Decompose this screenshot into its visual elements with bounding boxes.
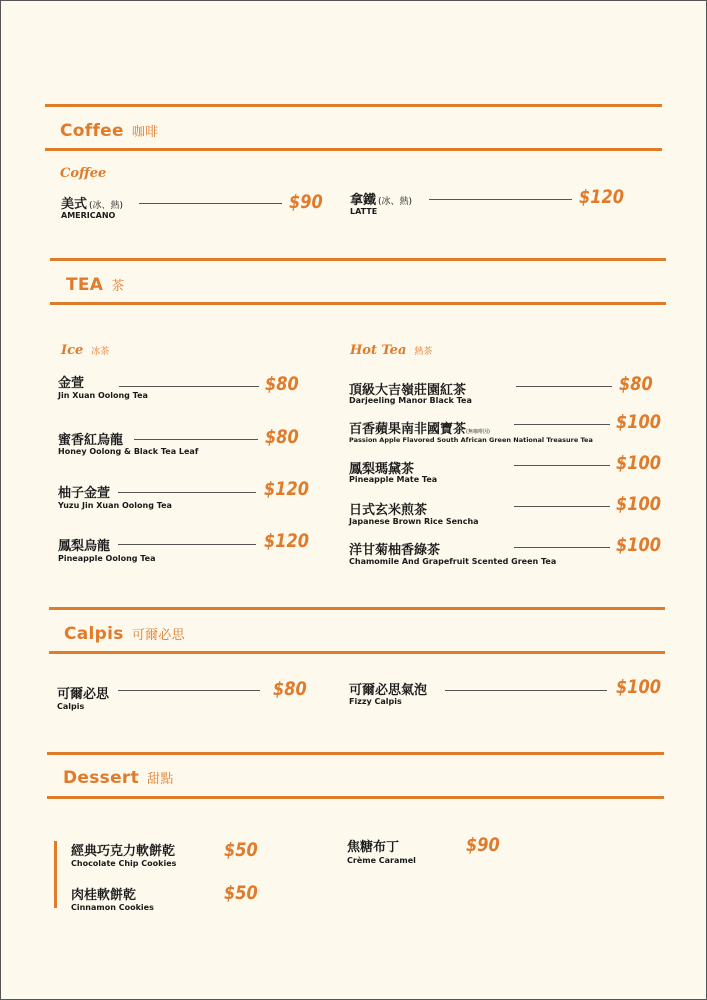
item-name-zh: 拿鐵 (冰、熱) [350, 193, 413, 208]
item-price: $80 [265, 373, 299, 395]
item-name-en: Crème Caramel [347, 856, 416, 865]
tea-section-title [66, 275, 125, 295]
calpis-top-rule [49, 607, 665, 610]
item-name-zh: 百香蘋果南非國寶茶(無咖啡因) [349, 422, 490, 437]
ice-sub-title-zh: 冰茶 [91, 347, 110, 357]
item-price: $100 [616, 534, 661, 556]
item-note: (冰、熱) [378, 197, 413, 207]
dessert-section-title [63, 768, 174, 788]
dessert-title-en: Dessert [63, 768, 140, 788]
item-price: $90 [289, 191, 323, 213]
item-name-zh: 肉桂軟餅乾 [71, 888, 137, 903]
price-leader [119, 386, 259, 387]
item-name-zh: 可爾必思 [57, 687, 110, 702]
hot-tea-sub-title-zh: 熱茶 [414, 347, 433, 357]
item-name-en: LATTE [350, 207, 378, 216]
price-leader [514, 424, 610, 425]
dessert-title-zh: 甜點 [147, 772, 174, 787]
item-name-en: Jin Xuan Oolong Tea [58, 391, 148, 400]
item-name-zh: 美式 (冰、熱) [61, 197, 124, 212]
item-name-en: Japanese Brown Rice Sencha [349, 517, 479, 526]
item-name-en: Passion Apple Flavored South African Green National Treasure Tea [349, 436, 593, 444]
item-name-zh: 頂級大吉嶺莊園紅茶 [349, 383, 467, 398]
tea-title-zh: 茶 [111, 279, 125, 294]
item-price: $120 [579, 186, 624, 208]
price-leader [118, 544, 256, 545]
item-name-zh: 日式玄米煎茶 [349, 503, 428, 518]
price-leader [118, 690, 260, 691]
dessert-accent-bar [54, 841, 57, 908]
item-name-en: Pineapple Oolong Tea [58, 554, 156, 563]
item-name-zh: 金萱 [58, 376, 85, 391]
coffee-title-en: Coffee [60, 121, 124, 141]
item-note: (無咖啡因) [466, 429, 490, 435]
item-price: $100 [616, 676, 661, 698]
tea-bottom-rule [50, 302, 666, 305]
price-leader [514, 547, 610, 548]
item-name-zh: 鳳梨烏龍 [58, 539, 111, 554]
item-note: (冰、熱) [89, 201, 124, 211]
price-leader [134, 439, 258, 440]
item-price: $120 [264, 478, 309, 500]
coffee-section-title [60, 121, 158, 141]
price-leader [516, 386, 612, 387]
item-price: $90 [466, 834, 500, 856]
dessert-top-rule [47, 752, 664, 755]
item-price: $100 [616, 411, 661, 433]
item-price: $80 [273, 678, 307, 700]
coffee-top-rule [45, 104, 662, 107]
item-price: $50 [224, 839, 258, 861]
item-price: $80 [265, 426, 299, 448]
item-price: $100 [616, 452, 661, 474]
calpis-section-title [64, 624, 185, 644]
price-leader [514, 506, 610, 507]
item-name-en: Pineapple Mate Tea [349, 475, 438, 484]
item-name-en: Cinnamon Cookies [71, 903, 154, 912]
item-name-en: Honey Oolong & Black Tea Leaf [58, 447, 199, 456]
item-name-en: Chocolate Chip Cookies [71, 859, 177, 868]
item-name-zh: 柚子金萱 [58, 486, 111, 501]
coffee-bottom-rule [45, 148, 662, 151]
price-leader [514, 465, 610, 466]
item-name-zh: 蜜香紅烏龍 [58, 433, 124, 448]
item-name-zh: 鳳梨瑪黛茶 [349, 462, 415, 477]
item-name-zh: 焦糖布丁 [347, 840, 400, 855]
item-price: $80 [619, 373, 653, 395]
item-name-en: Yuzu Jin Xuan Oolong Tea [58, 501, 172, 510]
item-name-en: Calpis [57, 702, 85, 711]
calpis-bottom-rule [49, 651, 665, 654]
item-name-zh: 經典巧克力軟餅乾 [71, 844, 176, 859]
item-name-en: Chamomile And Grapefruit Scented Green Tea [349, 557, 557, 566]
item-price: $100 [616, 493, 661, 515]
calpis-title-en: Calpis [64, 624, 124, 644]
tea-top-rule [50, 258, 666, 261]
coffee-title-zh: 咖啡 [131, 125, 159, 140]
coffee-sub-title: Coffee [60, 166, 107, 181]
item-name-en: AMERICANO [61, 211, 116, 220]
item-price: $120 [264, 530, 309, 552]
item-name-zh: 可爾必思氣泡 [349, 683, 428, 698]
item-name-zh: 洋甘菊柚香綠茶 [349, 543, 441, 558]
price-leader [139, 203, 282, 204]
item-price: $50 [224, 882, 258, 904]
item-name-en: Darjeeling Manor Black Tea [349, 396, 472, 405]
dessert-bottom-rule [47, 796, 664, 799]
hot-tea-sub-title: Hot Tea 熱茶 [350, 343, 433, 358]
calpis-title-zh: 可爾必思 [131, 628, 185, 643]
price-leader [118, 492, 256, 493]
price-leader [445, 690, 607, 691]
item-name-en: Fizzy Calpis [349, 697, 402, 706]
ice-sub-title: Ice 冰茶 [61, 343, 110, 358]
price-leader [429, 199, 572, 200]
tea-title-en: TEA [66, 275, 104, 295]
